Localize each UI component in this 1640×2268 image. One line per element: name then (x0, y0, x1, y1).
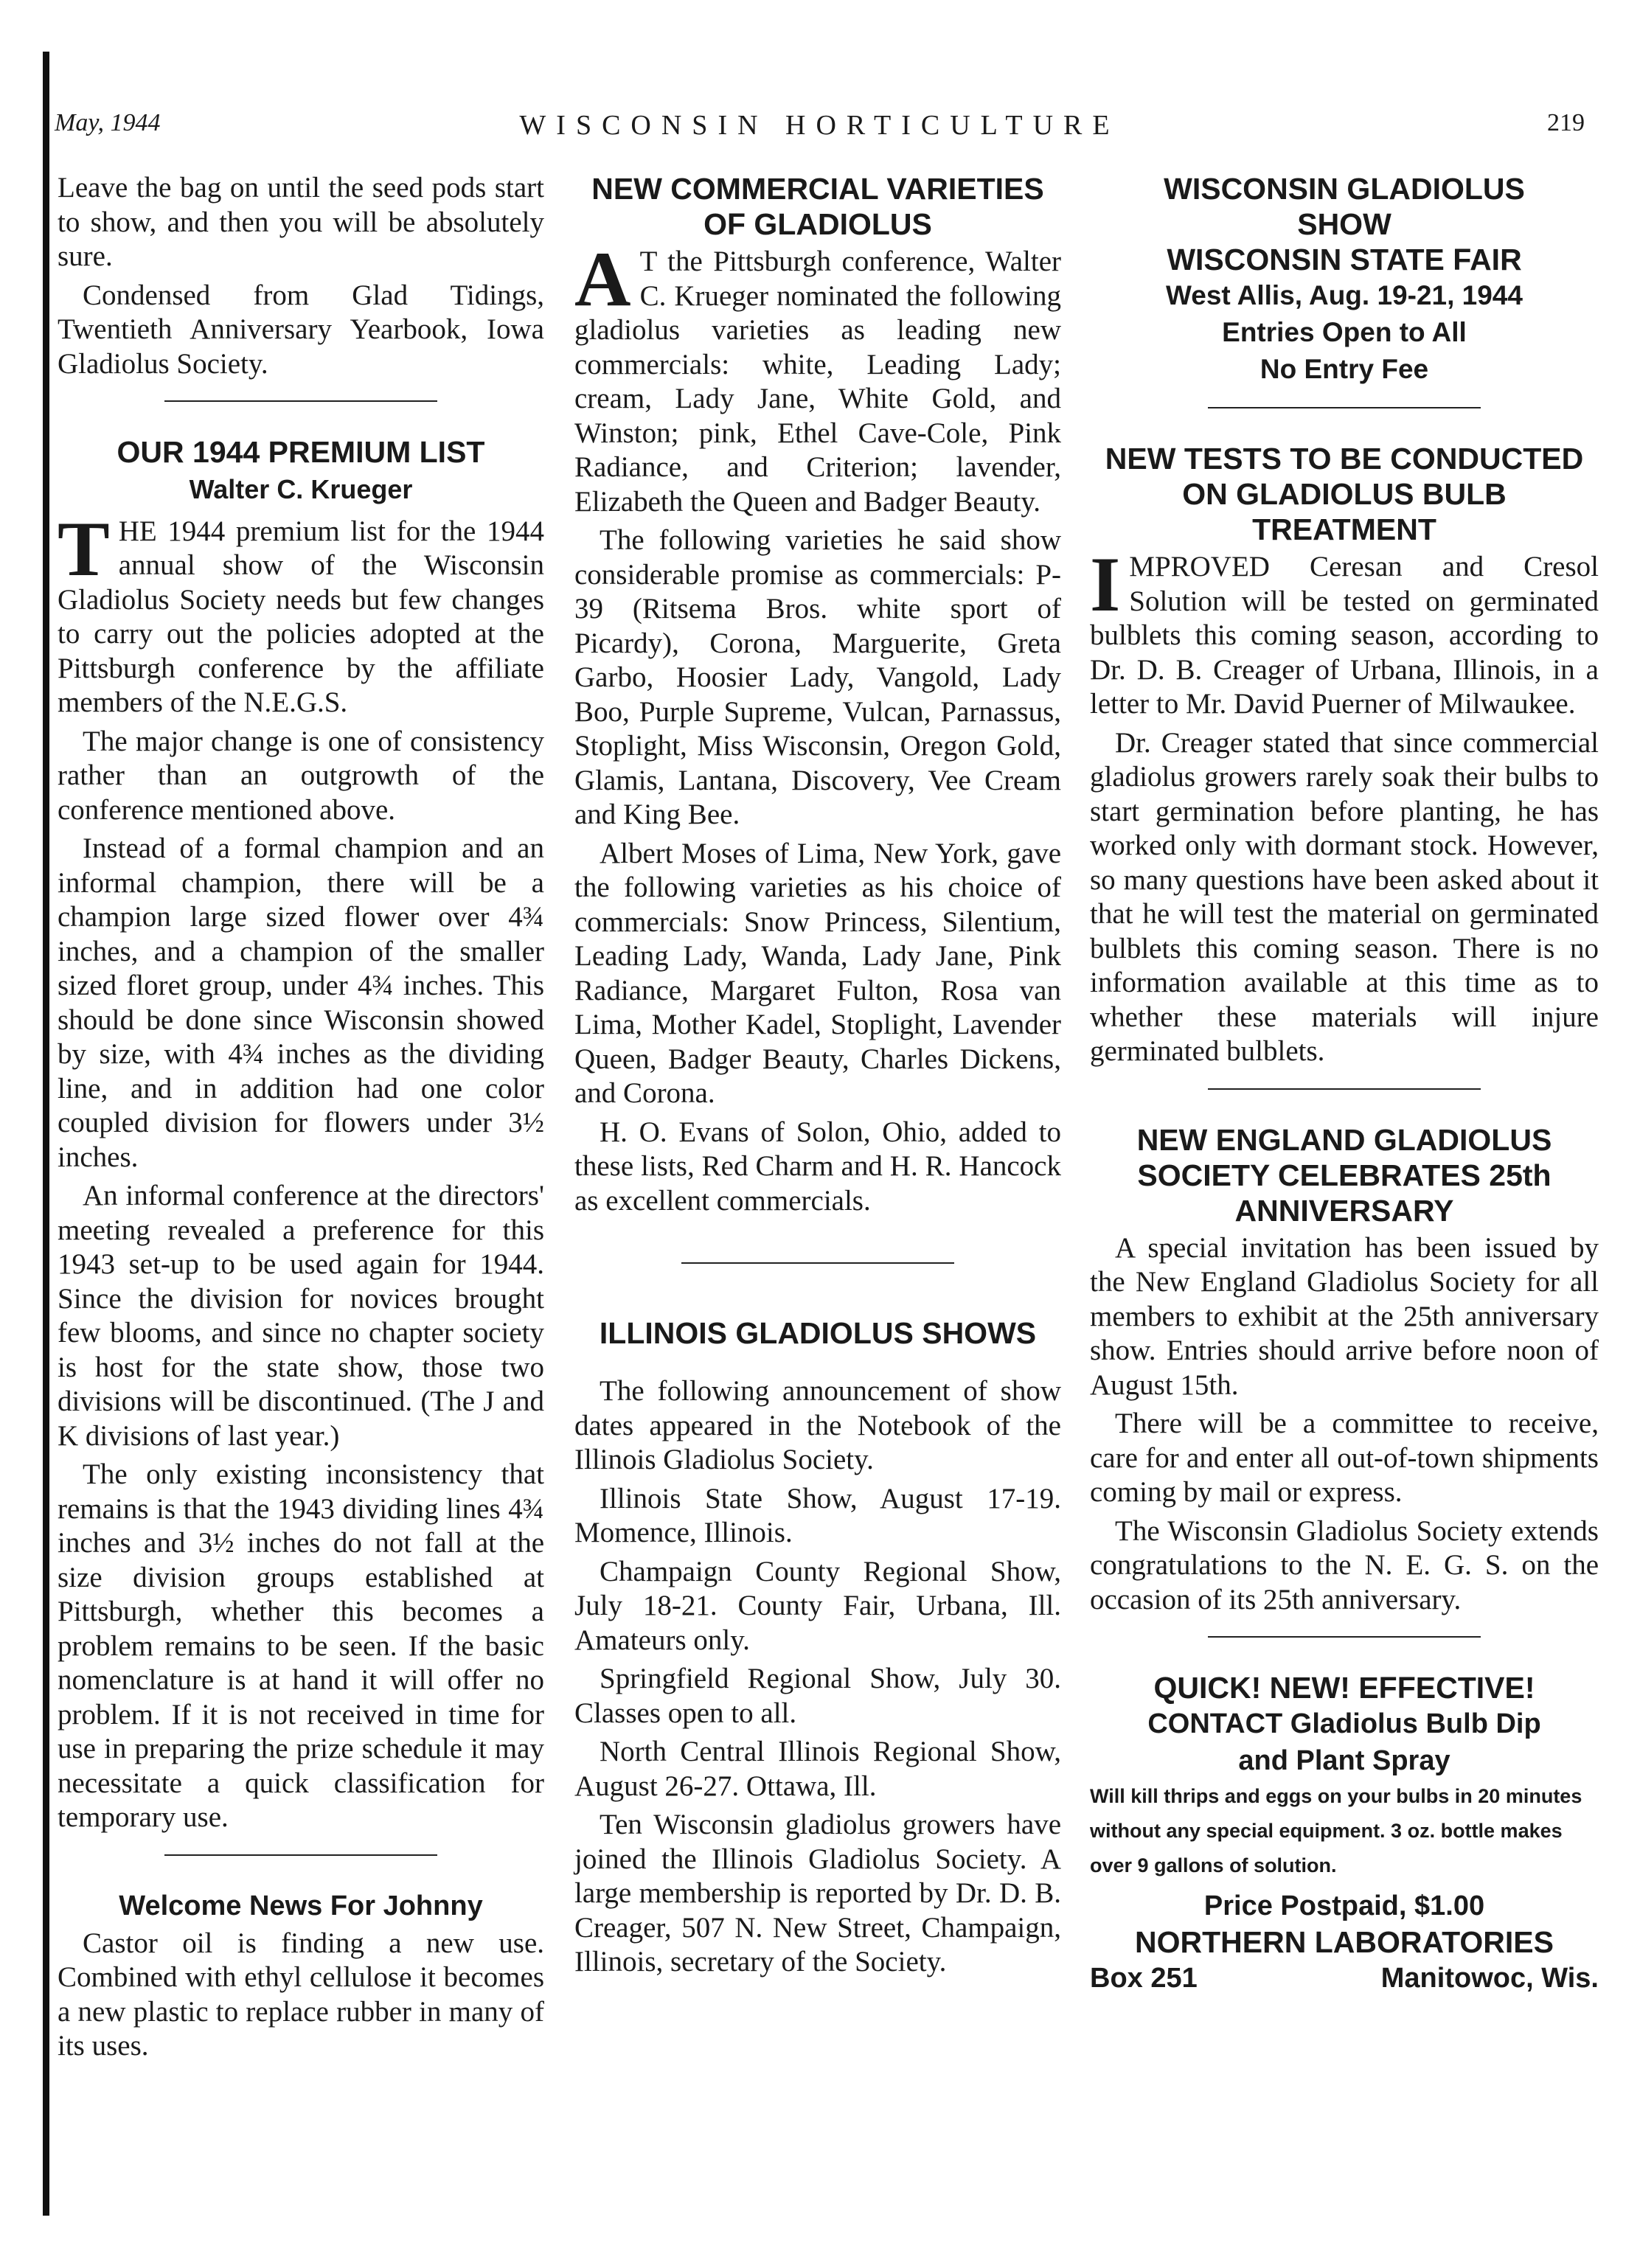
illinois-paragraph-6: Ten Wisconsin gladiolus growers have joined the Illinois Gladiolus Society. A large membership is reported by Dr. D. B. Creager, 507 N. New Street, Champaign, Illinois, secretary of the Society. (574, 1809, 1061, 1977)
illinois-paragraph-3: Champaign County Regional Show, July 18-21. County Fair, Urbana, Ill. Amateurs only. (574, 1555, 1061, 1656)
commercial-paragraph-3: Albert Moses of Lima, New York, gave the following varieties as his choice of commercials: Snow Princess, Silentium, Leading Lady, Wanda, Lady Jane, Pink Radiance, Margaret Fulton, Rosa van Lima, Mother Kadel, Stoplight, Lavender Queen, Badger Beauty, Charles Dickens, and Corona. (574, 837, 1061, 1109)
advertisement (1090, 1670, 1599, 1997)
premium-paragraph-1-text: HE 1944 premium list for the 1944 annual show of the Wisconsin Gladiolus Society needs but few changes to carry out the policies adopted at the Pittsburgh conference by the affiliate members of the N.E.G.S. (58, 515, 544, 718)
section-divider (164, 1854, 437, 1856)
binding-rule (43, 52, 49, 2216)
ad-product-line-1: CONTACT Gladiolus Bulb Dip (1147, 1708, 1541, 1739)
negs-paragraph-3: The Wisconsin Gladiolus Society extends congratulations to the N. E. G. S. on the occasion of its 25th anniversary. (1090, 1514, 1599, 1615)
ad-box: Box 251 (1090, 1963, 1198, 1994)
premium-paragraph-2: The major change is one of consistency rather than an outgrowth of the conference mentioned above. (58, 725, 544, 826)
illinois-shows-title: ILLINOIS GLADIOLUS SHOWS (599, 1316, 1037, 1350)
ad-headline: QUICK! NEW! EFFECTIVE! (1153, 1671, 1535, 1705)
premium-paragraph-5: The only existing inconsistency that remains is that the 1943 dividing lines 4¾ inches and 3½ inches do not fall at the size division groups established at Pittsburgh, whether this becomes a problem remains to be seen. If the basic nomenclature is at hand it will offer no problem. If it is not received in time for use in preparing the prize schedule it may necessitate a quick classification for temporary use. (58, 1458, 544, 1833)
commercial-paragraph-4: H. O. Evans of Solon, Ohio, added to these lists, Red Charm and H. R. Hancock as excellent commercials. (574, 1116, 1061, 1217)
tests-paragraph-1-text: MPROVED Ceresan and Cresol Solution will be tested on germinated bulblets this coming season, according to Dr. D. B. Creager of Urbana, Illinois, in a letter to Mr. David Puerner of Milwaukee. (1090, 551, 1599, 720)
premium-paragraph-4: An informal conference at the directors' meeting revealed a preference for this 1943 set-up to be used again for 1944. Since the division for novices brought few blooms, and since no chapter society is host for the state show, those two divisions will be discontinued. (The J and K divisions of last year.) (58, 1180, 544, 1452)
column-2 (574, 171, 1061, 1984)
premium-list-byline: Walter C. Krueger (189, 474, 413, 504)
illinois-paragraph-1: The following announcement of show dates appeared in the Notebook of the Illinois Gladiolus Society. (574, 1375, 1061, 1475)
ad-city: Manitowoc, Wis. (1380, 1963, 1599, 1994)
section-divider (164, 400, 437, 402)
state-fair-line-3: WISCONSIN STATE FAIR (1167, 243, 1522, 276)
illinois-paragraph-4: Springfield Regional Show, July 30. Classes open to all. (574, 1663, 1061, 1729)
ad-product-line-2: and Plant Spray (1238, 1745, 1450, 1776)
section-divider (681, 1262, 954, 1264)
ad-company: NORTHERN LABORATORIES (1135, 1925, 1554, 1959)
negs-title: NEW ENGLAND GLADIOLUS SOCIETY CELEBRATES 25th ANNIVERSARY (1136, 1122, 1552, 1228)
section-divider (1208, 1088, 1481, 1090)
issue-date: May, 1944 (55, 109, 161, 136)
intro-paragraph-2: Condensed from Glad Tidings, Twentieth Anniversary Yearbook, Iowa Gladiolus Society. (58, 279, 544, 380)
state-fair-notice (1090, 171, 1599, 388)
premium-paragraph-1 (58, 505, 544, 720)
drop-cap: T (58, 505, 110, 592)
section-divider (1208, 407, 1481, 408)
page-number: 219 (1547, 109, 1585, 136)
column-3 (1090, 171, 1599, 1997)
commercial-varieties-title: NEW COMMERCIAL VARIETIES OF GLADIOLUS (591, 172, 1044, 241)
state-fair-entries: Entries Open to All (1222, 317, 1467, 347)
column-1 (58, 171, 544, 2068)
drop-cap: A (574, 236, 631, 322)
tests-paragraph-1 (1090, 541, 1599, 722)
running-title: WISCONSIN HORTICULTURE (519, 110, 1120, 141)
commercial-paragraph-1 (574, 236, 1061, 519)
johnny-title: Welcome News For Johnny (119, 1890, 483, 1921)
ad-address (1090, 1960, 1599, 1997)
state-fair-line-1: WISCONSIN GLADIOLUS (1164, 172, 1525, 206)
johnny-paragraph: Castor oil is finding a new use. Combined with ethyl cellulose it becomes a new plastic to replace rubber in many of its uses. (58, 1927, 544, 2062)
section-divider (1208, 1636, 1481, 1638)
commercial-paragraph-1-text: T the Pittsburgh conference, Walter C. Krueger nominated the following gladiolus varieties as leading new commercials: white, Leading Lady; cream, Lady Jane, White Gold, and Winston; pink, Ethel Cave-Cole, Pink Radiance, and Criterion; lavender, Elizabeth the Queen and Badger Beauty. (574, 246, 1061, 518)
state-fair-fee: No Entry Fee (1259, 354, 1429, 384)
negs-paragraph-2: There will be a committee to receive, care for and enter all out-of-town shipments coming by mail or express. (1090, 1408, 1599, 1508)
state-fair-dates: West Allis, Aug. 19-21, 1944 (1166, 280, 1523, 310)
ad-body: Will kill thrips and eggs on your bulbs in 20 minutes without any special equipment. 3 oz. bottle makes over 9 gallons of solution. (1090, 1785, 1582, 1876)
illinois-paragraph-5: North Central Illinois Regional Show, August 26-27. Ottawa, Ill. (574, 1736, 1061, 1802)
premium-list-title: OUR 1944 PREMIUM LIST (117, 435, 485, 469)
negs-paragraph-1: A special invitation has been issued by the New England Gladiolus Society for all members to exhibit at the 25th anniversary show. Entries should arrive before noon of August 15th. (1090, 1231, 1599, 1401)
drop-cap: I (1090, 541, 1121, 627)
premium-paragraph-3: Instead of a formal champion and an informal champion, there will be a champion large sized flower over 4¾ inches, and a champion of the smaller sized floret group, under 4¾ inches. This should be done since Wisconsin showed by size, with 4¾ inches as the dividing line, and in addition had one color coupled division for flowers under 3½ inches. (58, 832, 544, 1173)
new-tests-title: NEW TESTS TO BE CONDUCTED ON GLADIOLUS BULB TREATMENT (1105, 442, 1584, 546)
illinois-paragraph-2: Illinois State Show, August 17-19. Momence, Illinois. (574, 1482, 1061, 1548)
commercial-paragraph-2: The following varieties he said show considerable promise as commercials: P-39 (Ritsema Bros. white sport of Picardy), Corona, Marguerite, Greta Garbo, Hoosier Lady, Vangold, Lady Boo, Purple Supreme, Vulcan, Parnassus, Stoplight, Miss Wisconsin, Oregon Gold, Glamis, Lantana, Discovery, Vee Cream and King Bee. (574, 524, 1061, 830)
tests-paragraph-2: Dr. Creager stated that since commercial gladiolus growers rarely soak their bulbs to start germination before planting, he has worked only with dormant stock. However, so many questions have been asked about it that he will test the material on germinated bulblets this coming season. There is no information available at this time as to whether these materials will injure germinated bulblets. (1090, 726, 1599, 1067)
intro-paragraph-1: Leave the bag on until the seed pods start to show, and then you will be absolutely sure. (58, 172, 544, 272)
ad-price: Price Postpaid, $1.00 (1203, 1890, 1485, 1921)
page-header (55, 109, 1585, 146)
state-fair-line-2: SHOW (1297, 207, 1391, 241)
